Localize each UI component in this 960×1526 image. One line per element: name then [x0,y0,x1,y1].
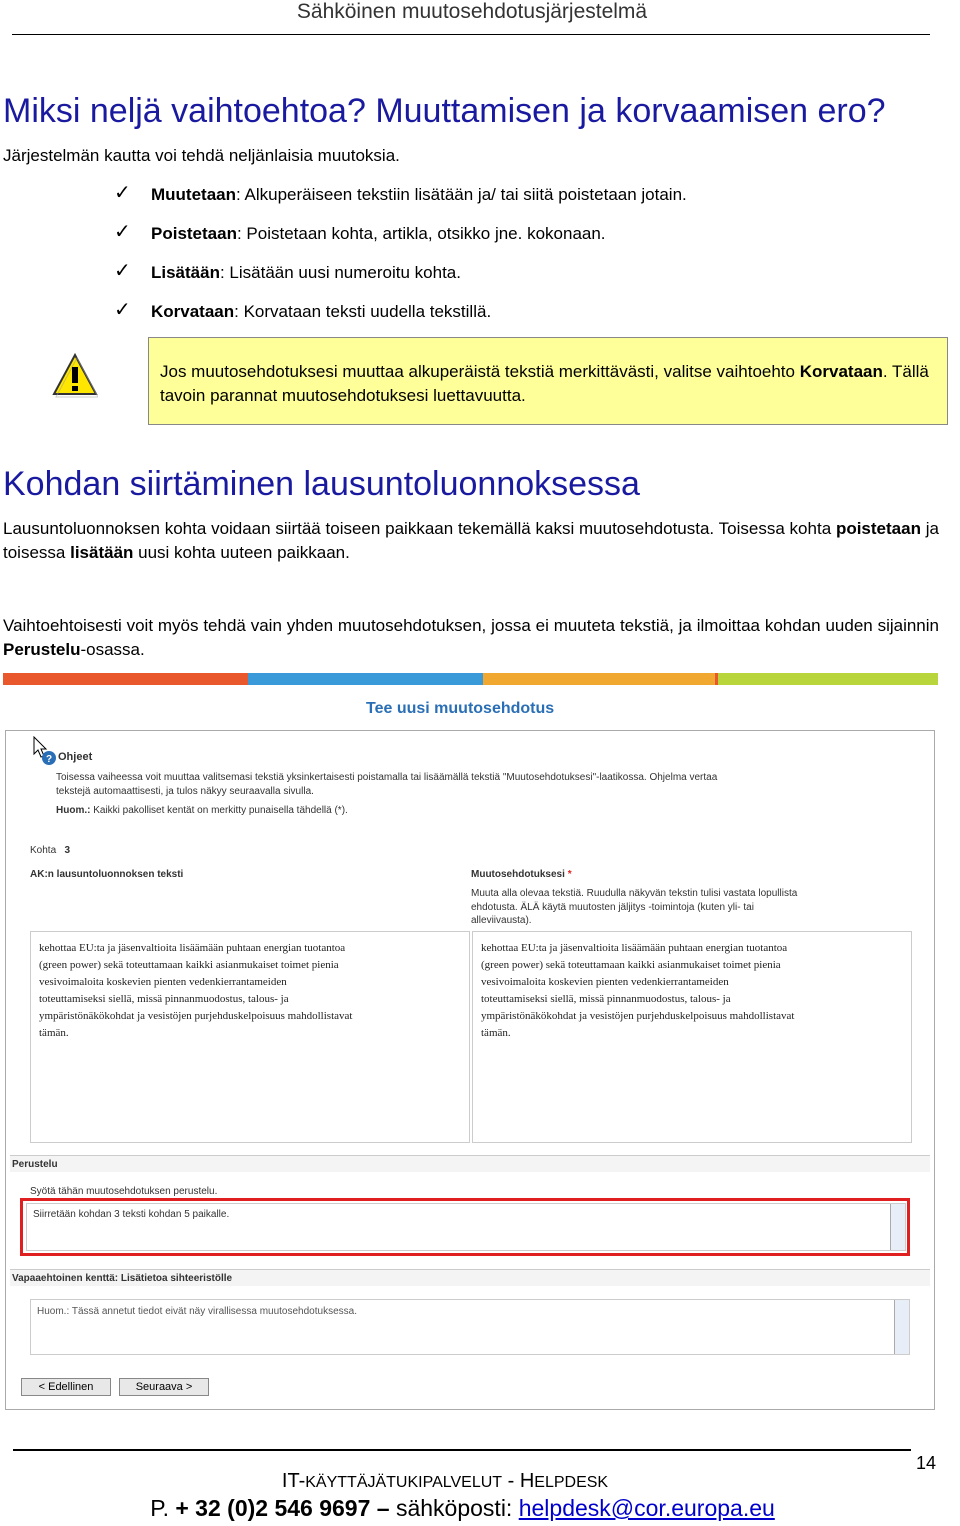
help-title: Ohjeet [58,751,93,763]
help-note: Huom.: Kaikki pakolliset kentät on merkitty punaisella tähdellä (*). [56,805,348,816]
amendment-hint: alleviivausta). [471,915,532,926]
footer-rule [13,1449,911,1451]
list-item: Muutetaan: Alkuperäiseen tekstiin lisätään ja/ tai siitä poistetaan jotain. [151,185,687,204]
check-icon: ✓ [114,299,131,321]
email-link[interactable]: helpdesk@cor.europa.eu [518,1495,775,1521]
check-icon: ✓ [114,221,131,243]
footer-contact: P. + 32 (0)2 546 9697 – sähköposti: helpdesk@cor.europa.eu [150,1495,775,1521]
page-number: 14 [916,1453,937,1473]
paragraph: Vaihtoehtoisesti voit myös tehdä vain yhden muutosehdotuksen, jossa ei muuteta tekstiä, ja ilmoittaa kohdan uuden sijainnin Perustelu-osassa. [3,616,939,659]
page-header: Sähköinen muutosehdotusjärjestelmä [296,0,648,23]
original-text-title: AK:n lausuntoluonnoksen teksti [30,869,184,880]
screenshot-form [5,730,935,1410]
original-text-pane [30,931,470,1143]
amendment-hint: Muuta alla olevaa tekstiä. Ruudulla näkyvän tekstin tulisi vastata lopullista [471,888,798,899]
screenshot-color-bar [3,673,938,685]
help-text: tekstejä automaattisesti, ja tulos näkyy seuraavalla sivulla. [56,786,314,797]
perustelu-title: Perustelu [12,1159,58,1170]
list-item: Lisätään: Lisätään uusi numeroitu kohta. [151,263,461,282]
svg-text:?: ? [46,754,53,765]
extra-title: Vapaaehtoinen kenttä: Lisätietoa sihteeristölle [12,1273,233,1284]
warning-note: Jos muutosehdotuksesi muuttaa alkuperäistä tekstiä merkittävästi, valitse vaihtoehto Korvataan. Tällä tavoin parannat muutosehdotuksesi luettavuutta. [148,337,948,425]
next-button[interactable]: Seuraava > [119,1378,209,1396]
section-heading-move: Kohdan siirtäminen lausuntoluonnoksessa [3,465,640,503]
amendment-text: kehottaa EU:ta ja jäsenvaltioita lisäämään puhtaan energian tuotantoa (green power) sekä toteuttamaan kaikki asianmukaiset toimet pienia vesivoimaloita koskevien pienten vedenkierrantameiden toteuttamiseksi siellä, missä pinnanmuodostus, talous- ja ympäristönäkökohdat ja vesistöjen purjehduskelpoisuus mahdollistavat tämän. [481,942,795,1039]
extra-input[interactable]: Huom.: Tässä annetut tiedot eivät näy virallisessa muutosehdotuksessa. [30,1299,910,1355]
footer-org: IT-KÄYTTÄJÄTUKIPALVELUT - HELPDESK [281,1470,609,1492]
scrollbar[interactable] [890,1204,905,1250]
cursor-help-icon [32,736,58,766]
warning-icon [52,352,98,398]
screenshot-title: Tee uusi muutosehdotus [366,700,555,717]
perustelu-input[interactable]: Siirretään kohdan 3 teksti kohdan 5 paikalle. [26,1203,906,1251]
previous-button[interactable]: < Edellinen [21,1378,111,1396]
intro-text: Järjestelmän kautta voi tehdä neljänlaisia muutoksia. [3,146,400,165]
amendment-textarea[interactable] [472,931,912,1143]
perustelu-header [10,1155,930,1172]
kohta-label: Kohta 3 [30,845,71,856]
amendment-title: Muutosehdotuksesi * [471,869,572,880]
list-item: Poistetaan: Poistetaan kohta, artikla, otsikko jne. kokonaan. [151,224,606,243]
section-heading-options: Miksi neljä vaihtoehtoa? Muuttamisen ja korvaamisen ero? [3,92,886,130]
check-icon: ✓ [114,260,131,282]
original-text: kehottaa EU:ta ja jäsenvaltioita lisäämään puhtaan energian tuotantoa (green power) sekä toteuttamaan kaikki asianmukaiset toimet pienia vesivoimaloita koskevien pienten vedenkierrantameiden toteuttamiseksi siellä, missä pinnanmuodostus, talous- ja ympäristönäkökohdat ja vesistöjen purjehduskelpoisuus mahdollistavat tämän. [39,942,353,1039]
amendment-hint: ehdotusta. ÄLÄ käytä muutosten jäljitys -toimintoja (kuten yli- tai [471,902,754,913]
scrollbar[interactable] [894,1300,909,1354]
perustelu-hint: Syötä tähän muutosehdotuksen perustelu. [30,1186,218,1197]
header-rule [12,34,930,35]
list-item: Korvataan: Korvataan teksti uudella tekstillä. [151,302,492,321]
help-text: Toisessa vaiheessa voit muuttaa valitsemasi tekstiä yksinkertaisesti poistamalla tai lisäämällä tekstiä "Muutosehdotuksesi"-laatikossa. Ohjelma vertaa [56,772,718,783]
paragraph: Lausuntoluonnoksen kohta voidaan siirtää toiseen paikkaan tekemällä kaksi muutosehdotusta. Toisessa kohta poistetaan ja toisessa lisätään uusi kohta uuteen paikkaan. [3,519,939,562]
check-icon: ✓ [114,182,131,204]
